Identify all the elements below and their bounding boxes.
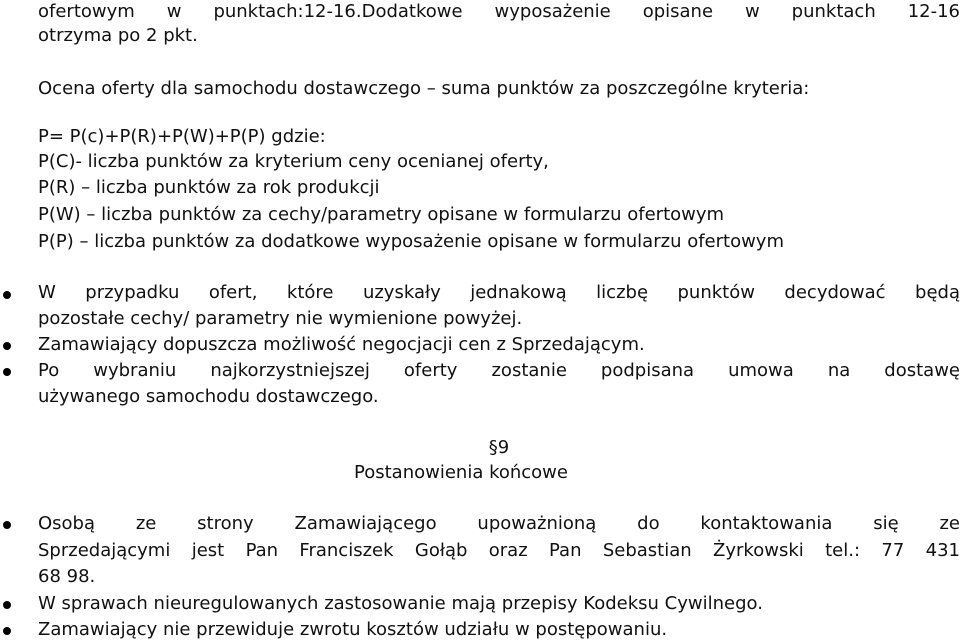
paragraph-line: ofertowym w punktach:12-16.Dodatkowe wyposażenie opisane w punktach 12-16	[38, 1, 960, 22]
criterion-equipment: P(P) – liczba punktów za dodatkowe wyposażenie opisane w formularzu ofertowym	[38, 231, 784, 252]
evaluation-intro: Ocena oferty dla samochodu dostawczego – suma punktów za poszczególne kryteria:	[38, 78, 810, 99]
formula-line: P= P(c)+P(R)+P(W)+P(P) gdzie:	[38, 126, 326, 147]
bullet-text: W sprawach nieuregulowanych zastosowanie mają przepisy Kodeksu Cywilnego.	[38, 593, 763, 614]
bullet-text: Zamawiający dopuszcza możliwość negocjacji cen z Sprzedającym.	[38, 334, 645, 355]
bullet-text-continuation: używanego samochodu dostawczego.	[38, 386, 379, 407]
bullet-text-continuation: 68 98.	[38, 566, 96, 587]
bullet-icon	[3, 627, 11, 635]
bullet-icon	[3, 368, 11, 376]
bullet-text: Zamawiający nie przewiduje zwrotu kosztów udziału w postępowaniu.	[38, 619, 668, 640]
bullet-icon	[3, 601, 11, 609]
criterion-year: P(R) – liczba punktów za rok produkcji	[38, 177, 380, 198]
paragraph-line: otrzyma po 2 pkt.	[38, 25, 198, 46]
section-title: Postanowienia końcowe	[354, 462, 568, 483]
bullet-icon	[3, 521, 11, 529]
criterion-price: P(C)- liczba punktów za kryterium ceny ocenianej oferty,	[38, 151, 549, 172]
criterion-features: P(W) – liczba punktów za cechy/parametry opisane w formularzu ofertowym	[38, 204, 725, 225]
bullet-text: Osobą ze strony Zamawiającego upoważnioną do kontaktowania się ze	[38, 513, 960, 534]
bullet-icon	[3, 291, 11, 299]
bullet-text-continuation: Sprzedającymi jest Pan Franciszek Gołąb oraz Pan Sebastian Żyrkowski tel.: 77 431	[38, 540, 960, 561]
bullet-text-continuation: pozostałe cechy/ parametry nie wymienione powyżej.	[38, 308, 523, 329]
bullet-text: W przypadku ofert, które uzyskały jednakową liczbę punktów decydować będą	[38, 282, 960, 303]
bullet-icon	[3, 342, 11, 350]
section-number: §9	[488, 437, 510, 458]
bullet-text: Po wybraniu najkorzystniejszej oferty zostanie podpisana umowa na dostawę	[38, 360, 960, 381]
